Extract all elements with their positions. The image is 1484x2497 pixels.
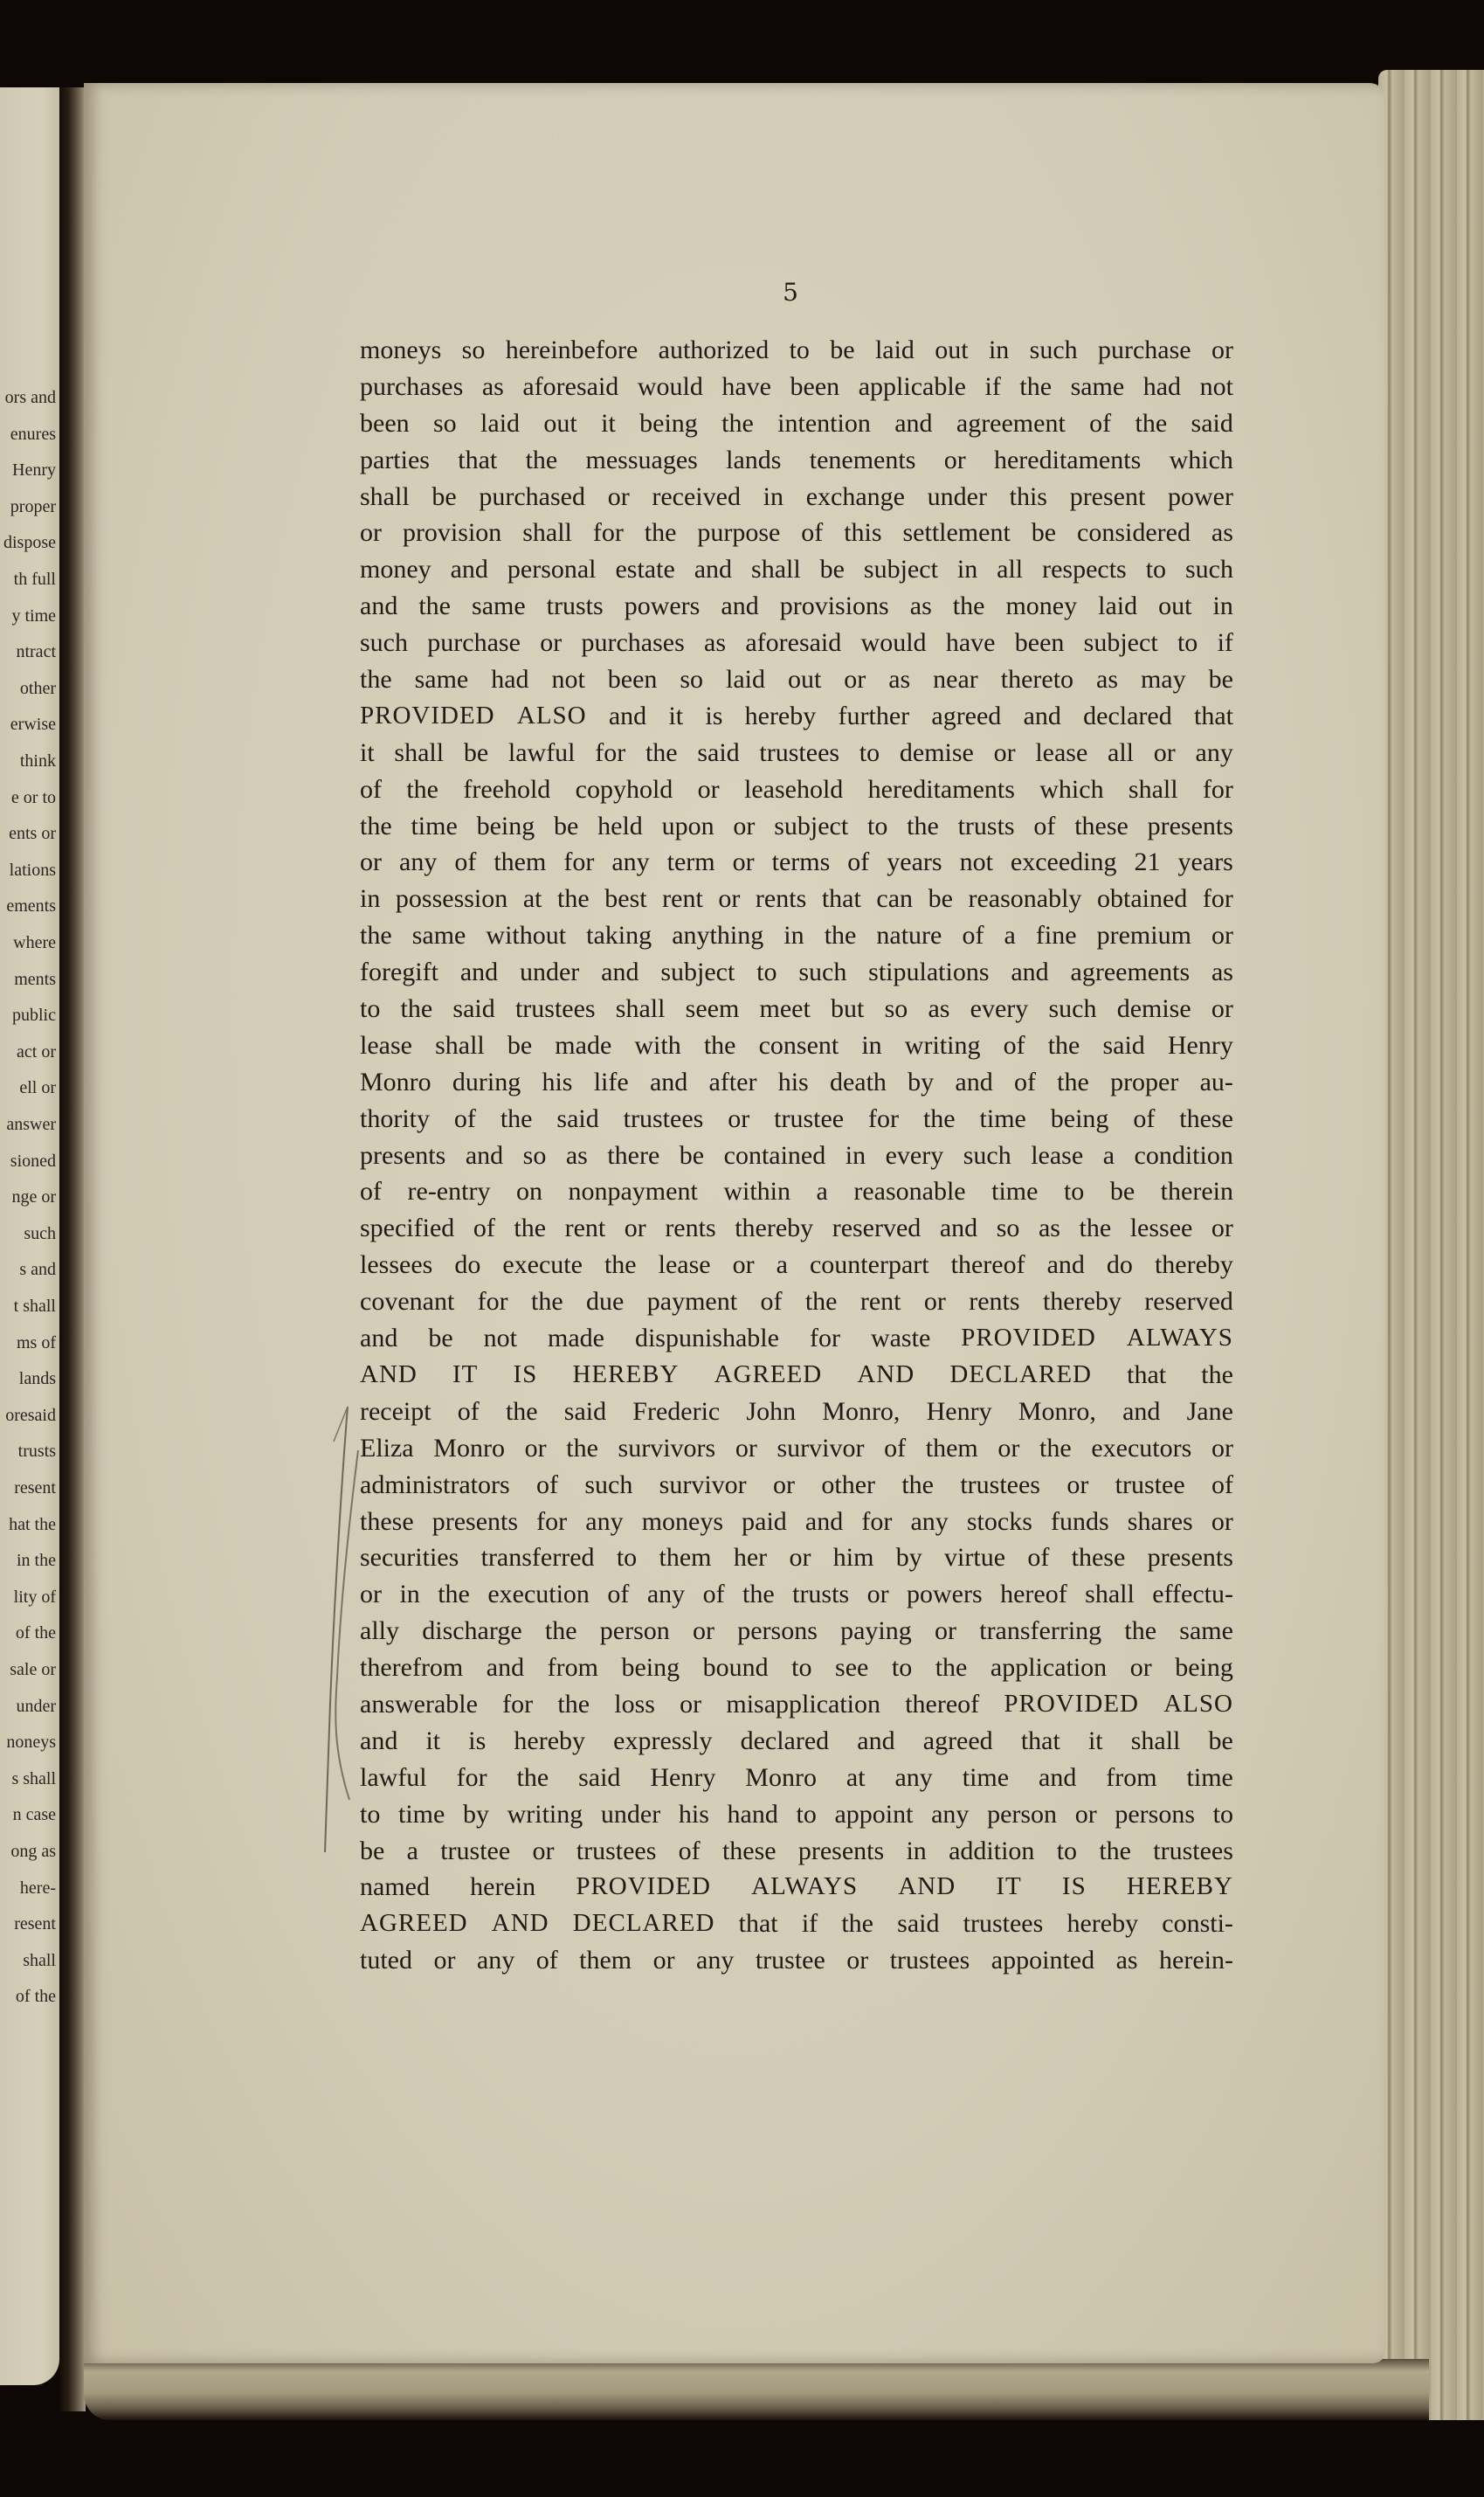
left-page-text-fragment: such bbox=[24, 1223, 56, 1243]
left-page-text-fragment: Henry bbox=[12, 460, 56, 481]
left-page-text-fragment: nge or bbox=[11, 1187, 56, 1207]
left-page-text-fragment: sale or bbox=[10, 1660, 56, 1679]
page-stack-edge bbox=[1378, 70, 1484, 2420]
left-page-text-fragment: s and bbox=[19, 1260, 56, 1280]
text-line: moneys so hereinbefore authorized to be laid out in such purchase or bbox=[360, 335, 1233, 364]
text-line: or any of them for any term or terms of years not exceeding 21 years bbox=[360, 847, 1233, 877]
left-page-text-fragment: here- bbox=[19, 1878, 56, 1898]
body-text bbox=[360, 332, 1233, 1979]
text-line: AGREED AND DECLARED that if the said trustees hereby consti- bbox=[360, 1909, 1233, 1939]
left-page-text-fragment: of the bbox=[15, 1987, 56, 2007]
left-page-text-fragment: y time bbox=[11, 605, 56, 626]
left-page-text-fragment: n case bbox=[12, 1805, 56, 1825]
text-line: Eliza Monro or the survivors or survivor of them or the executors or bbox=[360, 1433, 1233, 1463]
left-page-text-fragment: other bbox=[19, 678, 56, 698]
left-page-text-fragment: ents or bbox=[9, 824, 56, 844]
text-line: ally discharge the person or persons paying or transferring the same bbox=[360, 1616, 1233, 1646]
left-page-fragment bbox=[0, 87, 59, 2385]
text-line: such purchase or purchases as aforesaid would have been subject to if bbox=[360, 628, 1233, 658]
left-page-text-fragment: hat the bbox=[9, 1514, 56, 1534]
left-page-text-fragment: of the bbox=[15, 1623, 56, 1643]
left-page-text-fragment: ements bbox=[6, 896, 56, 916]
text-line: presents and so as there be contained in every such lease a condition bbox=[360, 1140, 1233, 1170]
text-line: lawful for the said Henry Monro at any time and from time bbox=[360, 1762, 1233, 1792]
left-page-text-fragment: ell or bbox=[19, 1078, 56, 1098]
text-line: specified of the rent or rents thereby reserved and so as the lessee or bbox=[360, 1214, 1233, 1243]
left-page-text-fragment: where bbox=[13, 933, 56, 952]
text-line: the time being be held upon or subject to the trusts of these presents bbox=[360, 811, 1233, 840]
left-page-text-fragment: under bbox=[16, 1696, 56, 1716]
left-page-text-fragment: trusts bbox=[17, 1442, 56, 1462]
text-line: of re-entry on nonpayment within a reasonable time to be therein bbox=[360, 1177, 1233, 1207]
left-page-text-fragment: ms of bbox=[17, 1332, 56, 1352]
left-page-text-fragment: t shall bbox=[13, 1297, 56, 1316]
text-line: shall be purchased or received in exchange under this present power bbox=[360, 481, 1233, 511]
text-line: these presents for any moneys paid and for any stocks funds shares or bbox=[360, 1506, 1233, 1536]
text-line: or provision shall for the purpose of this settlement be considered as bbox=[360, 518, 1233, 548]
text-line: be a trustee or trustees of these presents in addition to the trustees bbox=[360, 1836, 1233, 1865]
text-line: securities transferred to them her or him by virtue of these presents bbox=[360, 1543, 1233, 1573]
text-line: been so laid out it being the intention and agreement of the said bbox=[360, 408, 1233, 438]
text-line: and it is hereby expressly declared and agreed that it shall be bbox=[360, 1726, 1233, 1755]
text-line: Monro during his life and after his death by and of the proper au- bbox=[360, 1067, 1233, 1096]
page-bottom-edge bbox=[84, 2359, 1429, 2420]
left-page-text-fragment: lations bbox=[9, 860, 56, 880]
left-page-text-fragment: ors and bbox=[4, 388, 56, 407]
left-page-text-fragment: e or to bbox=[10, 787, 56, 807]
text-line: covenant for the due payment of the rent or rents thereby reserved bbox=[360, 1287, 1233, 1317]
text-line: foregift and under and subject to such stipulations and agreements as bbox=[360, 958, 1233, 987]
text-line: parties that the messuages lands tenements or hereditaments which bbox=[360, 445, 1233, 474]
left-page-text-fragment: in the bbox=[17, 1551, 56, 1571]
left-page-text-fragment: ntract bbox=[16, 642, 56, 662]
left-page-text-fragment: answer bbox=[6, 1115, 56, 1134]
text-line: AND IT IS HEREBY AGREED AND DECLARED that the bbox=[360, 1359, 1233, 1389]
left-page-text-fragment: dispose bbox=[3, 533, 56, 553]
text-line: of the freehold copyhold or leasehold hereditaments which shall for bbox=[360, 774, 1233, 804]
left-page-text-fragment: act or bbox=[17, 1041, 56, 1062]
text-line: or in the execution of any of the trusts or powers hereof shall effectu- bbox=[360, 1580, 1233, 1609]
left-page-text-fragment: noneys bbox=[6, 1733, 56, 1753]
left-page-text-fragment: lity of bbox=[13, 1587, 56, 1607]
left-page-text-fragment: resent bbox=[14, 1478, 56, 1498]
text-line: PROVIDED ALSO and it is hereby further agreed and declared that bbox=[360, 701, 1233, 730]
text-line: lease shall be made with the consent in writing of the said Henry bbox=[360, 1030, 1233, 1060]
text-line: thority of the said trustees or trustee for the time being of these bbox=[360, 1103, 1233, 1133]
text-line: tuted or any of them or any trustee or trustees appointed as herein- bbox=[360, 1946, 1233, 1975]
text-line: named herein PROVIDED ALWAYS AND IT IS HEREBY bbox=[360, 1872, 1233, 1902]
text-line: and the same trusts powers and provisions as the money laid out in bbox=[360, 591, 1233, 621]
left-page-text-fragment: ong as bbox=[10, 1842, 56, 1861]
left-page-text-fragment: public bbox=[12, 1006, 56, 1026]
text-line: to the said trustees shall seem meet but so as every such demise or bbox=[360, 994, 1233, 1024]
book-gutter bbox=[59, 87, 86, 2411]
text-line: therefrom and from being bound to see to the application or being bbox=[360, 1653, 1233, 1683]
text-line: money and personal estate and shall be subject in all respects to such bbox=[360, 555, 1233, 584]
left-page-text-fragment: lands bbox=[18, 1369, 56, 1389]
left-page-text-fragment: oresaid bbox=[5, 1405, 56, 1425]
page-number: 5 bbox=[783, 278, 798, 307]
left-page-text-fragment: enures bbox=[10, 424, 56, 444]
left-page-text-fragment: think bbox=[19, 751, 56, 771]
left-page-text-fragment: th full bbox=[13, 570, 56, 589]
text-line: the same without taking anything in the nature of a fine premium or bbox=[360, 921, 1233, 951]
left-page-text-fragment: ments bbox=[14, 969, 56, 989]
text-line: to time by writing under his hand to appoint any person or persons to bbox=[360, 1799, 1233, 1829]
left-page-text-fragment: proper bbox=[10, 496, 56, 516]
left-page-text-fragment: shall bbox=[23, 1950, 56, 1970]
text-line: answerable for the loss or misapplication thereof PROVIDED ALSO bbox=[360, 1689, 1233, 1719]
text-line: receipt of the said Frederic John Monro, Henry Monro, and Jane bbox=[360, 1396, 1233, 1426]
pencil-margin-mark-icon bbox=[314, 1389, 367, 1861]
left-page-text-fragment: erwise bbox=[10, 715, 56, 735]
left-page-text-fragment: sioned bbox=[10, 1151, 56, 1171]
text-line: and be not made dispunishable for waste PROVIDED ALWAYS bbox=[360, 1324, 1233, 1353]
text-line: administrators of such survivor or other the trustees or trustee of bbox=[360, 1470, 1233, 1499]
text-line: it shall be lawful for the said trustees to demise or lease all or any bbox=[360, 737, 1233, 767]
text-line: purchases as aforesaid would have been applicable if the same had not bbox=[360, 371, 1233, 401]
text-line: in possession at the best rent or rents that can be reasonably obtained for bbox=[360, 884, 1233, 914]
text-line: the same had not been so laid out or as near thereto as may be bbox=[360, 665, 1233, 695]
left-page-text-fragment: s shall bbox=[11, 1768, 56, 1788]
left-page-text-fragment: resent bbox=[14, 1914, 56, 1934]
text-line: lessees do execute the lease or a counterpart thereof and do thereby bbox=[360, 1250, 1233, 1280]
